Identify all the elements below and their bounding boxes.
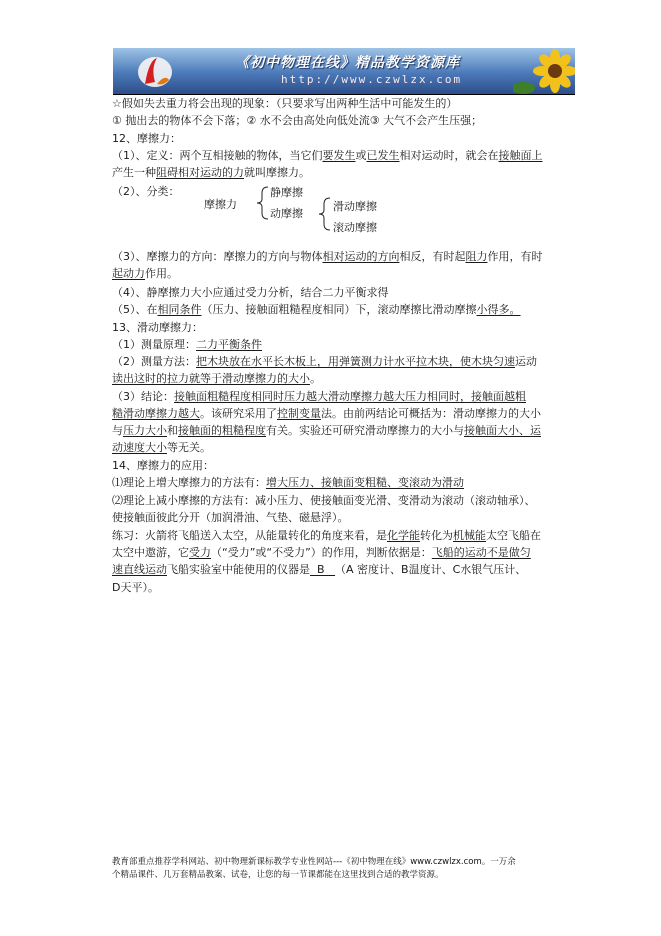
- conclusion: [112, 388, 526, 405]
- underlined-answer: 控制变量: [277, 407, 321, 420]
- text: 作用。: [145, 267, 178, 280]
- static-friction: （4）、静摩擦力大小应通过受力分析，结合二力平衡求得: [112, 286, 389, 299]
- text: 产生一种: [112, 166, 156, 179]
- brace-icon: [256, 185, 270, 221]
- text: （5）、在: [112, 303, 158, 316]
- conclusion-cont-3: [112, 439, 211, 456]
- exercise-cont: [112, 544, 531, 561]
- decrease-friction: ⑵理论上减小摩擦的方法有：减小压力、使接触面变光滑、变滑动为滚动（滚动轴承）、: [112, 494, 536, 507]
- text: 法。由前两结论可概括为：滑动摩擦力的大小: [321, 407, 541, 420]
- underlined-answer: 阻碍相对运动的力: [156, 166, 244, 179]
- text: 相反，有时起: [399, 250, 466, 263]
- text: 。该研究采用了: [200, 407, 277, 420]
- text: 练习：火箭将飞船送入太空，从能量转化的角度来看，是: [112, 529, 387, 542]
- underlined-answer: 接触面上: [498, 149, 543, 162]
- section-14-title: 14、摩擦力的应用：: [112, 459, 214, 472]
- conclusion-cont-2: [112, 422, 541, 439]
- underlined-answer: 飞船的运动不是做匀: [431, 546, 531, 559]
- exercise-cont-2: [112, 561, 526, 578]
- tree-rolling: 滚动摩擦: [333, 221, 377, 234]
- text: 和: [167, 424, 178, 437]
- friction-definition-cont: [112, 164, 310, 181]
- decrease-friction-cont: 使接触面彼此分开（加润滑油、气垫、磁悬浮）。: [112, 511, 349, 524]
- text: （A 密度计、B温度计、C水银气压计、: [335, 563, 527, 576]
- underlined-answer: 阻力: [465, 250, 488, 263]
- banner-url[interactable]: http://www.czwlzx.com: [281, 73, 463, 86]
- text: （压力、接触面粗糙程度相同）下，滚动摩擦比滑动摩擦: [201, 303, 477, 316]
- underlined-answer: 接触面粗糙程度相同时压力越大滑动摩擦力越大压力相同时，接触面越粗: [174, 390, 526, 403]
- conclusion-cont: [112, 405, 541, 422]
- tree-sliding: 滑动摩擦: [333, 200, 377, 213]
- text: （3）、摩擦力的方向：摩擦力的方向与物体: [112, 250, 323, 263]
- logo-icon: [135, 54, 175, 90]
- text: 或: [355, 149, 367, 162]
- underlined-answer: 相对运动的方向: [322, 250, 400, 263]
- header-banner: [113, 48, 575, 94]
- exercise: [112, 527, 541, 544]
- gravity-heading: ☆假如失去重力将会出现的现象：（只要求写出两种生活中可能发生的）: [112, 97, 458, 110]
- text: 等无关。: [167, 441, 211, 454]
- brace-icon: [318, 196, 332, 232]
- underlined-answer: 要发生: [322, 149, 356, 162]
- text: 相对运动时，就会在: [399, 149, 499, 162]
- underlined-answer: 糙滑动摩擦力越大: [112, 407, 200, 420]
- increase-friction: [112, 474, 464, 491]
- underlined-answer: 动速度大小: [112, 441, 167, 454]
- sunflower-icon: [513, 48, 575, 94]
- text: （1）、定义：两个互相接触的物体，当它们: [112, 149, 323, 162]
- underlined-answer: 把木块放在水平长木板上，用弹簧测力计水平拉木块，使木块匀速: [196, 355, 515, 368]
- answer-blank: B: [310, 563, 336, 576]
- text: 转化为: [420, 529, 453, 542]
- text: 太空飞船在: [486, 529, 541, 542]
- underlined-answer: 起动力: [112, 267, 145, 280]
- text: 就叫摩擦力。: [244, 166, 310, 179]
- banner-title: 《初中物理在线》精品教学资源库: [235, 55, 460, 71]
- underlined-answer: 接触面大小、运: [464, 424, 541, 437]
- text: （3）结论：: [112, 390, 174, 403]
- text: 运动: [515, 355, 537, 368]
- tree-root: 摩擦力: [204, 198, 237, 211]
- text: 与: [112, 424, 123, 437]
- footer-line-1: 教育部重点推荐学科网站、初中物理新课标教学专业性网站---《初中物理在线》www.czwlzx.com。一万余: [112, 857, 516, 867]
- section-13-title: 13、滑动摩擦力：: [112, 321, 203, 334]
- text: 飞船实验室中能使用的仪器是: [167, 563, 310, 576]
- text: 作用，有时: [487, 250, 543, 263]
- underlined-answer: 压力大小: [123, 424, 167, 437]
- underlined-answer: 小得多。: [476, 303, 521, 316]
- gravity-items: ① 抛出去的物体不会下落；② 水不会由高处向低处流③ 大气不会产生压强；: [112, 114, 483, 127]
- text: （1）测量原理：: [112, 338, 196, 351]
- measure-method-cont: [112, 370, 321, 387]
- underlined-answer: 相同条件: [157, 303, 202, 316]
- section-12-title: 12、摩擦力：: [112, 132, 181, 145]
- measure-method: [112, 353, 537, 370]
- underlined-answer: 化学能: [387, 529, 420, 542]
- underlined-answer: 受力: [189, 546, 211, 559]
- underlined-answer: 增大压力、接触面变粗糙、变滚动为滑动: [266, 476, 464, 489]
- measure-principle: [112, 336, 262, 353]
- underlined-answer: 二力平衡条件: [196, 338, 262, 351]
- text: 太空中遨游，它: [112, 546, 189, 559]
- underlined-answer: 已发生: [366, 149, 400, 162]
- text: 。: [310, 372, 321, 385]
- text: 有关。实验还可研究滑动摩擦力的大小与: [266, 424, 464, 437]
- tree-dynamic: 动摩擦: [270, 207, 303, 220]
- friction-direction-cont: [112, 265, 178, 282]
- text: （2）测量方法：: [112, 355, 196, 368]
- underlined-answer: 读出这时的拉力就等于滑动摩擦力的大小: [112, 372, 310, 385]
- text: ⑴理论上增大摩擦力的方法有：: [112, 476, 266, 489]
- text: （“受力”或“不受力”）的作用，判断依据是：: [211, 546, 432, 559]
- exercise-cont-3: D天平）。: [112, 581, 159, 594]
- underlined-answer: 速直线运动: [112, 563, 167, 576]
- underlined-answer: 机械能: [453, 529, 486, 542]
- friction-direction: [112, 248, 543, 265]
- underlined-answer: 接触面的粗糙程度: [178, 424, 266, 437]
- classification-label: （2）、分类：: [112, 185, 180, 198]
- tree-static: 静摩擦: [270, 186, 303, 199]
- footer-line-2: 个精品课件、几万套精品教案、试卷，让您的每一节课都能在这里找到合适的教学资源。: [112, 870, 444, 880]
- rolling-friction: [112, 301, 521, 318]
- friction-definition: [112, 147, 543, 164]
